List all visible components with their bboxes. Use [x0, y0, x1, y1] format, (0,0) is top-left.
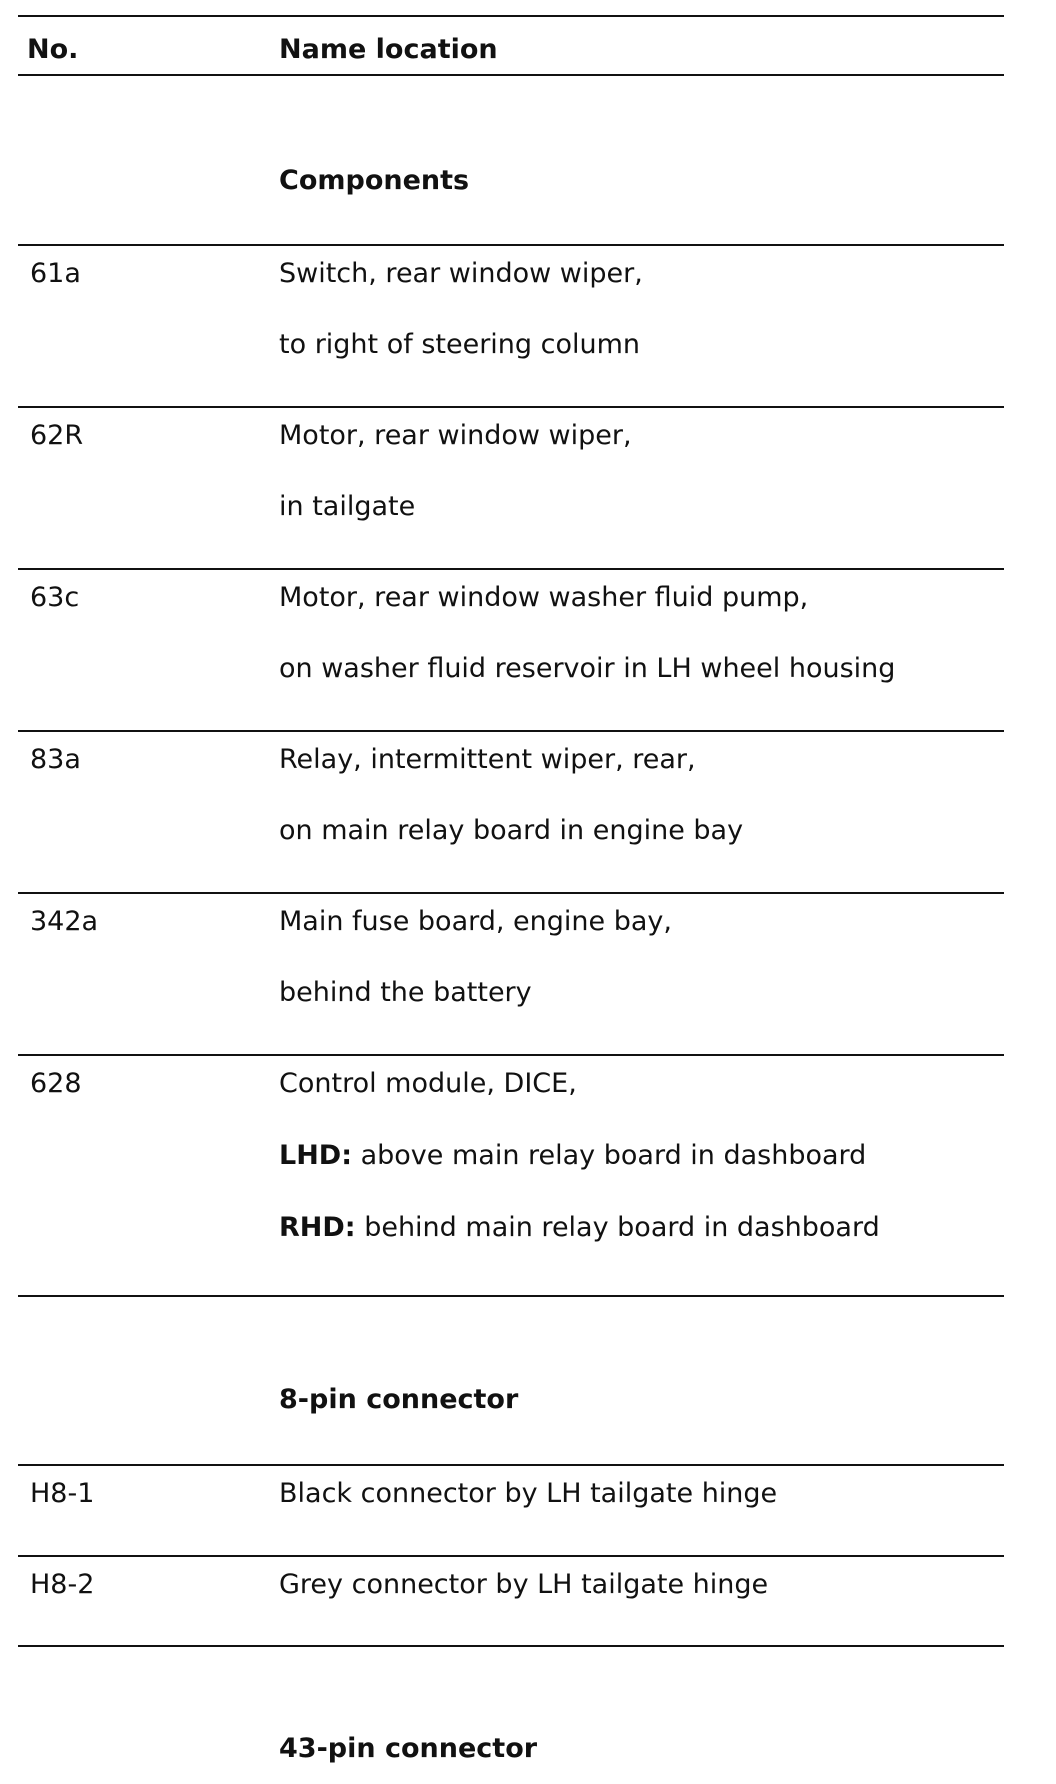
- row-name: Grey connector by LH tailgate hinge: [279, 1569, 769, 1600]
- rhd-label: RHD:: [279, 1212, 356, 1243]
- lhd-text: above main relay board in dashboard: [352, 1140, 867, 1171]
- section-end-rule: [18, 1645, 1004, 1647]
- row-number: H8-2: [30, 1569, 95, 1600]
- row-name: Motor, rear window washer fluid pump,: [279, 582, 809, 613]
- row-location-rhd: [279, 1212, 880, 1244]
- row-location: in tailgate: [279, 491, 416, 522]
- row-number: H8-1: [30, 1478, 95, 1509]
- section-heading-components: Components: [279, 165, 470, 196]
- row-number: 628: [30, 1068, 82, 1099]
- row-name: Black connector by LH tailgate hinge: [279, 1478, 778, 1509]
- row-name: Motor, rear window wiper,: [279, 420, 632, 451]
- row-rule: [18, 1054, 1004, 1056]
- row-location: behind the battery: [279, 977, 532, 1008]
- lhd-label: LHD:: [279, 1140, 353, 1171]
- row-rule: [18, 1464, 1004, 1466]
- row-rule: [18, 244, 1004, 246]
- column-header-name-location: Name location: [279, 34, 498, 65]
- section-heading-43-pin-connector: 43-pin connector: [279, 1733, 538, 1764]
- row-rule: [18, 568, 1004, 570]
- column-header-no: No.: [27, 34, 79, 65]
- row-number: 62R: [30, 420, 84, 451]
- row-rule: [18, 892, 1004, 894]
- row-rule: [18, 406, 1004, 408]
- row-number: 83a: [30, 744, 81, 775]
- row-number: 342a: [30, 906, 99, 937]
- row-name: Main fuse board, engine bay,: [279, 906, 672, 937]
- row-location: on main relay board in engine bay: [279, 815, 744, 846]
- row-location: to right of steering column: [279, 329, 641, 360]
- row-number: 63c: [30, 582, 80, 613]
- row-location-lhd: [279, 1140, 866, 1172]
- row-name: Relay, intermittent wiper, rear,: [279, 744, 696, 775]
- row-number: 61a: [30, 258, 81, 289]
- row-rule: [18, 730, 1004, 732]
- row-location: on washer fluid reservoir in LH wheel housing: [279, 653, 896, 684]
- section-heading-8-pin-connector: 8-pin connector: [279, 1384, 519, 1415]
- row-name: Switch, rear window wiper,: [279, 258, 643, 289]
- rhd-text: behind main relay board in dashboard: [355, 1212, 880, 1243]
- header-bottom-rule: [18, 74, 1004, 76]
- row-name: Control module, DICE,: [279, 1068, 577, 1099]
- row-rule: [18, 1555, 1004, 1557]
- section-end-rule: [18, 1295, 1004, 1297]
- table-top-rule: [18, 15, 1004, 17]
